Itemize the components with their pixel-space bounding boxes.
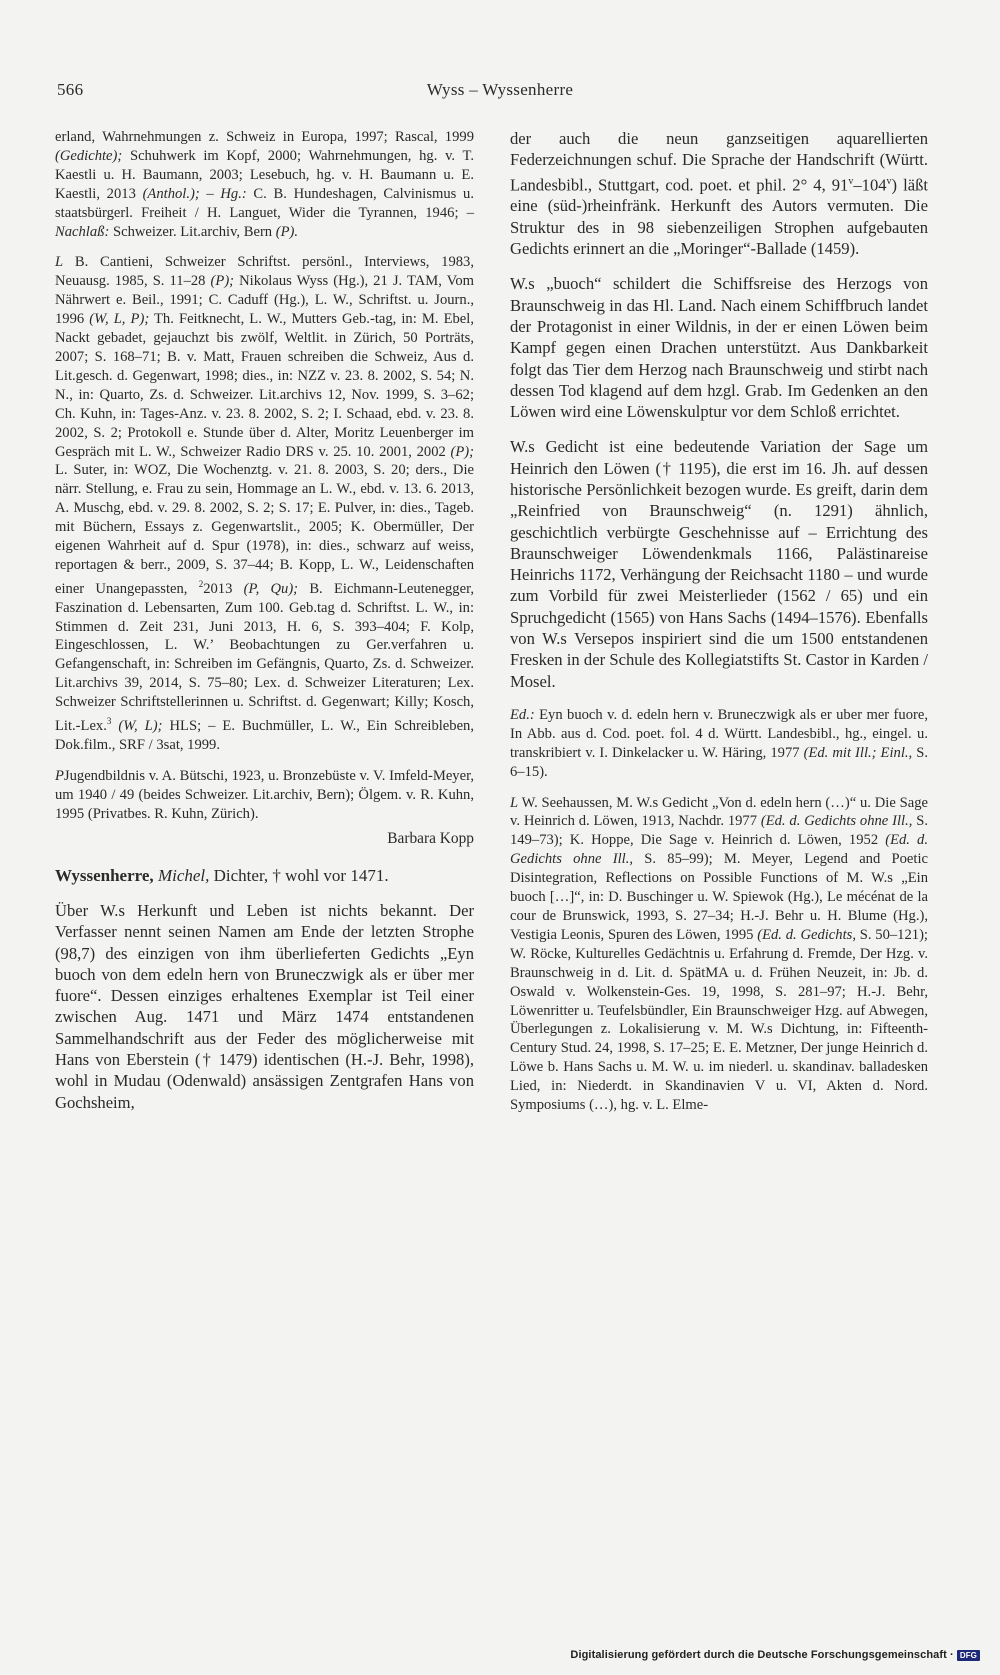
page-header [57,80,943,104]
left-column [55,128,474,1113]
author-signature: Barbara Kopp [387,830,474,848]
body-paragraph-3: W.s Gedicht ist eine bedeutende Variation der Sage um Heinrich den Löwen († 1195), die erst im 16. Jh. auf dessen historische Persönlichkeit bezogen wurde. Es greift, darin dem „Reinfried von Braunschweig“ (n. 1291) ähnlich, geschichtlich verbürgte Geschehnisse auf – Errichtung des Braunschweiger Löwendenkmals 1166, Palästinareise Heinrichs 1172, Verhängung der Reichsacht 1180 – und wurde zum Vorbild für zwei Meisterlieder (1562 / 65) und ein Spruchgedicht (1565) von Hans Sachs (1494–1576). Ebenfalls von W.s Versepos inspiriert sind die um 1500 entstandenen Fresken in der Schule des Kollegiatstifts St. Castor in Karden / Mosel. [510,437,928,691]
portrait-paragraph: PJugendbildnis v. A. Bütschi, 1923, u. Bronzebüste v. V. Imfeld-Meyer, um 1940 / 49 (beides Schweizer. Lit.archiv, Bern); Ölgem. v. R. Kuhn, 1995 (Privatbes. R. Kuhn, Zürich). [55,767,474,822]
entry-heading: Wyssenherre, Michel, Dichter, † wohl vor 1471. [55,866,389,886]
entry-body: Über W.s Herkunft und Leben ist nichts bekannt. Der Verfasser nennt seinen Namen am Ende der letzten Strophe (98,7) des einzigen von ihm überlieferten Gedichts „Eyn buoch von dem edeln hern von Bruneczwigk als er über mer fuore“. Dessen einziges erhaltenes Exemplar ist Teil einer zwischen Aug. 1471 und März 1474 entstandenen Sammelhandschrift aus der Feder des möglicherweise mit Hans von Eberstein († 1479) identischen (H.-J. Behr, 1998), wohl in Mudau (Odenwald) ansässigen Zentgrafen Hans von Gochsheim, [55,900,474,1112]
works-paragraph: erland, Wahrnehmungen z. Schweiz in Europa, 1997; Rascal, 1999 (Gedichte); Schuhwerk im Kopf, 2000; Wahrnehmungen, hg. v. T. Kaestli u. H. Baumann, 2003; Lesebuch, hg. v. H. Baumann u. E. Kaestli, 2013 (Anthol.); – Hg.: C. B. Hundeshagen, Calvinismus u. staatsbürgerl. Freiheit / H. Languet, Wider die Tyrannen, 1946; – Nachlaß: Schweizer. Lit.archiv, Bern (P). [55,129,474,240]
digitization-footer [570,1649,980,1661]
running-title: Wyss – Wyssenherre [426,80,574,99]
body-paragraph-1: der auch die neun ganzseitigen aquarellierten Federzeichnungen schuf. Die Sprache der Handschrift (Württ. Landesbibl., Stuttgart, cod. poet. et phil. 2° 4, 91$^v$–104$^v$) läßt eine (süd-)rheinfränk. Herkunft des Autors vermuten. Die Struktur des in 98 siebenzeiligen Strophen aufgebauten Gedichts erinnert an die „Moringer“-Ballade (1459). [510,129,928,259]
footer-text: Digitalisierung gefördert durch die Deutsche Forschungsgemeinschaft · [570,1649,954,1661]
body-paragraph-2: W.s „buoch“ schildert die Schiffsreise des Herzogs von Braunschweig in das Hl. Land. Nach einem Schiffbruch landet der Protagonist in einer Wildnis, in der er einen Löwen beim Kampf gegen einen Drachen unterstützt. Aus Dankbarkeit folgt das Tier dem Herzog nach Braunschweig und stirbt nach dessen Tod klagend auf dem hzgl. Grab. Im Gedenken an den Löwen wird eine Löwenskulptur vor dem Schloß errichtet. [510,274,928,422]
page-number: 566 [57,80,84,99]
right-column [510,128,928,1115]
literature-paragraph: L B. Cantieni, Schweizer Schriftst. persönl., Interviews, 1983, Neuausg. 1985, S. 11–28 (P); Nikolaus Wyss (Hg.), 21 J. TAM, Vom Nährwert e. Beil., 1991; C. Caduff (Hg.), L. W., Schriftst. u. Journ., 1996 (W, L, P); Th. Feitknecht, L. W., Mutters Geb.-tag, in: M. Ebel, Nackt gebadet, gejauchzt bis zwölf, Weltlit. in Zürich, 50 Porträts, 2007; S. 168–71; B. v. Matt, Frauen schreiben die Schweiz, Aus d. Lit.gesch. d. Gegenwart, 1998; dies., in: NZZ v. 23. 8. 2002, S. 54; N. N., in: Quarto, Zs. d. Schweizer. Lit.archivs 12, Nov. 1999, S. 3–62; Ch. Kuhn, in: Tages-Anz. v. 23. 8. 2002, S. 2; I. Schaad, ebd. v. 23. 8. 2002, S. 2; Protokoll e. Stunde über d. Alter, Moritz Leuenberger im Gespräch mit L. W., Schweizer Radio DRS v. 25. 10. 2001, 2002 (P); L. Suter, in: WOZ, Die Wochenztg. v. 21. 8. 2003, S. 20; ders., Die närr. Stellung, e. Frau zu sein, Hommage an L. W., ebd. v. 13. 6. 2013, A. Muschg, ebd. v. 29. 8. 2002, S. 2; S. 17; E. Pulver, in: dies., Tageb. mit Büchern, Essays z. Gegenwartslit., 2005; K. Obermüller, Der eigenen Wahrheit auf d. Spur (1978), in: dies., schwarz auf weiss, reportagen & berr., 2009, S. 37–44; B. Kopp, L. W., Leidenschaften einer Unangepassten, $^2$2013 (P, Qu); B. Eichmann-Leutenegger, Faszination d. Lebensarten, Zum 100. Geb.tag d. Schriftst. L. W., in: Stimmen d. Zeit 231, Juni 2013, H. 6, S. 393–404; F. Kolp, Eingeschlossen, L. W.’ Beobachtungen zu Ger.verfahren u. Gefangenschaft, in: Schreiben im Gefängnis, Quarto, Zs. d. Schweizer. Lit.archivs 39, 2014, S. 75–80; Lex. d. Schweizer Literaturen; Lex. Schweizer Schriftstellerinnen u. Schriftst. d. Gegenwart; Killy; Kosch, Lit.-Lex.$^3$ (W, L); HLS; – E. Buchmüller, L. W., Ein Schreibleben, Dok.film., SRF / 3sat, 1999. [55,254,474,753]
dfg-logo: DFG [957,1650,980,1661]
literature-paragraph-right: L W. Seehaussen, M. W.s Gedicht „Von d. edeln hern (…)“ u. Die Sage v. Heinrich d. Löwen, 1913, Nachdr. 1977 (Ed. d. Gedichts ohne Ill., S. 149–73); K. Hoppe, Die Sage v. Heinrich d. Löwen, 1952 (Ed. d. Gedichts ohne Ill., S. 85–99); M. Meyer, Legend and Poetic Disintegration, Reflections on Possible Functions of M. W.s „Ein buoch […]“, in: D. Buschinger u. W. Spiewok (Hg.), Le mécénat de la cour de Brunswick, 1993, S. 27–34; H.-J. Behr u. H. Blume (Hg.), Vestigia Leonis, Spuren des Löwen, 1995 (Ed. d. Gedichts, S. 50–121); W. Röcke, Kulturelles Gedächtnis u. Erfahrung d. Fremde, Der Hzg. v. Braunschweig in d. Lit. d. SpätMA u. d. Frühen Neuzeit, in: Jb. d. Oswald v. Wolkenstein-Ges. 19, 1998, S. 281–97; H.-J. Behr, Löwenritter u. Teufelsbündler, Ein Braunschweiger Hzg. auf Abwegen, Überlegungen z. Lokalisierung v. M. W.s Dichtung, in: Fifteenth-Century Stud. 24, 1998, S. 17–25; E. E. Metzner, Der junge Heinrich d. Löwe b. Hans Sachs u. M. W. u. im niederl. u. skandinav. balladesken Lied, in: Niederdt. in Skandinavien V u. VI, Akten d. Nord. Symposiums (…), hg. v. L. Elme- [510,794,928,1114]
edition-paragraph: Ed.: Eyn buoch v. d. edeln hern v. Bruneczwigk als er uber mer fuore, In Abb. aus d. Cod. poet. fol. 4 d. Württ. Landesbibl., hg., eingel. u. transkribiert v. I. Dinkelacker u. W. Häring, 1977 (Ed. mit Ill.; Einl., S. 6–15). [510,706,928,780]
